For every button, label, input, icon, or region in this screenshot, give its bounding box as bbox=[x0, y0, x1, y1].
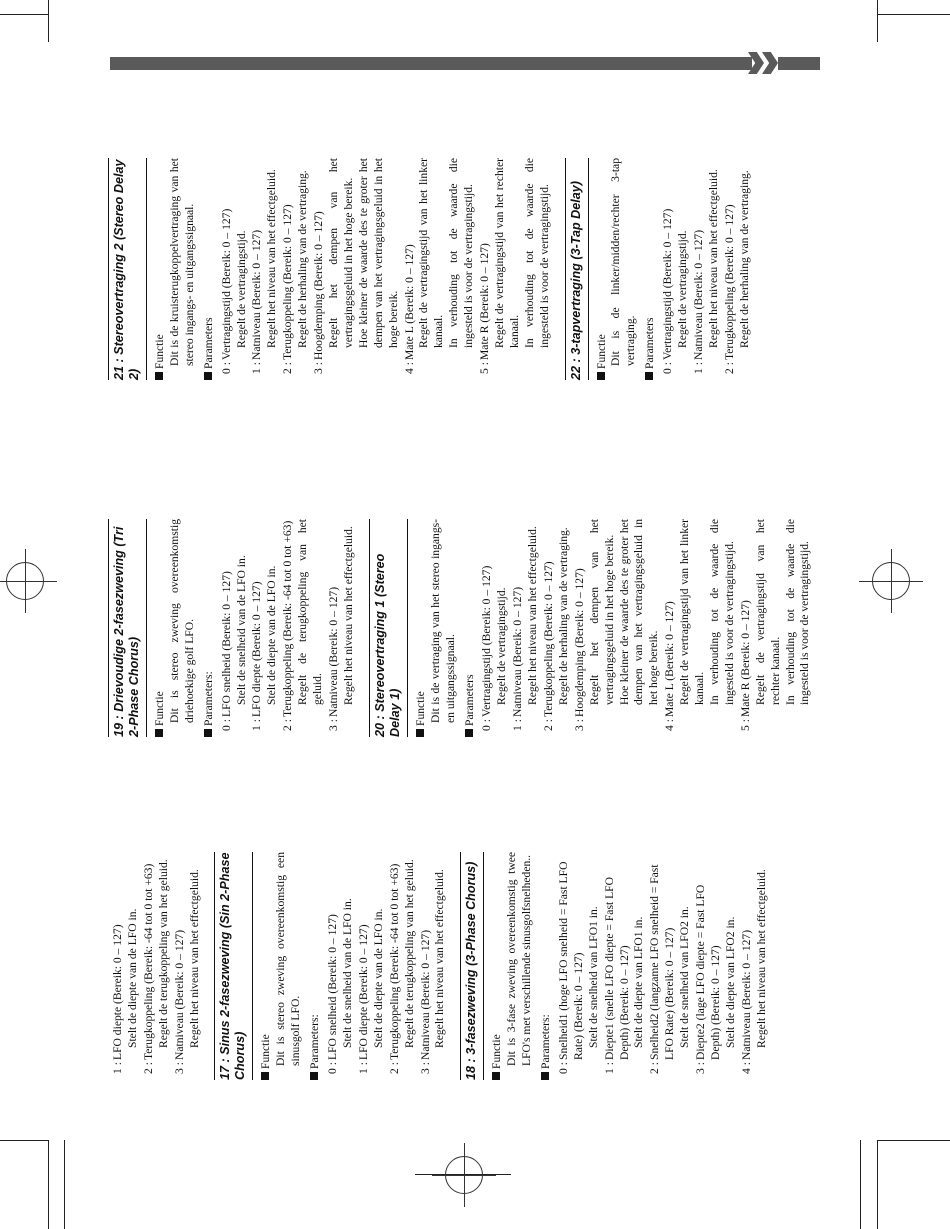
parameter-description: Regelt het dempen van het vertragingsgeluid in het hoge bereik. bbox=[326, 158, 355, 348]
parameters-label-row bbox=[463, 519, 478, 737]
parameter-item bbox=[173, 852, 203, 1080]
parameter-description: In verhouding tot de waarde die ingesteld is voor de vertragingstijd. bbox=[447, 158, 476, 348]
parameters-section bbox=[202, 158, 553, 380]
parameter-description: Regelt de vertragingstijd van het rechter kanaal. bbox=[753, 519, 782, 705]
function-section bbox=[490, 852, 535, 1080]
function-section bbox=[153, 519, 198, 737]
parameter-description: Stelt de snelheid van LFO1 in. bbox=[586, 906, 600, 1048]
parameter-body bbox=[111, 852, 141, 1060]
parameter-name: Diepte2 (lage LFO diepte = Fast LFO Depth) (Bereik: 0 – 127) bbox=[694, 884, 722, 1060]
square-bullet-icon bbox=[204, 729, 212, 737]
function-label-row bbox=[259, 852, 274, 1080]
square-bullet-icon bbox=[541, 1072, 549, 1080]
crop-mark bbox=[415, 1174, 511, 1175]
parameter-name: Natniveau (Bereik: 0 – 127) bbox=[511, 586, 525, 717]
square-bullet-icon bbox=[204, 372, 212, 380]
parameter-name: Natniveau (Bereik: 0 – 127) bbox=[172, 929, 186, 1060]
parameters-label: Parameters: bbox=[201, 671, 215, 726]
parameter-name: LFO snelheid (Bereik: 0 – 127) bbox=[326, 914, 340, 1060]
function-description: Dit is de linker/midden/rechter 3-tap vertraging. bbox=[609, 158, 638, 366]
crop-mark bbox=[48, 1140, 49, 1229]
section-heading: 18 : 3-fasezweving (3-Phase Chorus) bbox=[460, 852, 484, 1080]
parameter-description: Regelt het niveau van het effectgeluid. bbox=[706, 169, 720, 348]
parameter-number: 2 : bbox=[648, 1062, 662, 1074]
parameter-description: Regelt de herhaling van de vertraging. bbox=[296, 170, 310, 348]
parameter-name: Snelheid1 (hoge LFO snelheid = Fast LFO Rate) (Bereik: 0 – 127) bbox=[556, 861, 585, 1060]
parameter-number: 3 : bbox=[172, 1062, 186, 1074]
chevron-right-icon bbox=[762, 52, 778, 74]
parameter-name: Mate L (Bereik: 0 – 127) bbox=[402, 244, 416, 360]
crop-mark bbox=[0, 1140, 48, 1141]
parameter-list bbox=[661, 158, 752, 380]
parameter-name: LFO diepte (Bereik: 0 – 127) bbox=[250, 581, 264, 717]
parameter-description: Regelt het niveau van het effectgeluid. bbox=[433, 869, 447, 1048]
parameter-item bbox=[388, 852, 418, 1080]
parameter-item bbox=[740, 852, 770, 1080]
parameter-description: Regelt het niveau van het effectgeluid. bbox=[187, 869, 201, 1048]
parameter-body bbox=[403, 158, 478, 360]
crop-mark bbox=[877, 1140, 878, 1229]
parameter-name: Terugkoppeling (Bereik: -64 tot 0 tot +63) bbox=[141, 863, 155, 1060]
parameter-description: Regelt de vertragingstijd. bbox=[495, 587, 509, 705]
parameter-name: Terugkoppeling (Bereik: 0 – 127) bbox=[281, 204, 295, 360]
parameter-item bbox=[573, 519, 662, 737]
parameter-body bbox=[723, 158, 753, 360]
parameter-description: Stelt de diepte van LFO2 in. bbox=[723, 916, 737, 1048]
crop-mark bbox=[0, 14, 48, 15]
text-column-1 bbox=[108, 852, 768, 1080]
parameter-name: Natniveau (Bereik: 0 – 127) bbox=[326, 586, 340, 717]
parameter-number: 2 : bbox=[281, 362, 295, 374]
parameter-body bbox=[173, 852, 203, 1060]
function-section bbox=[153, 158, 198, 380]
parameter-description: Regelt de vertragingstijd van het rechter kanaal. bbox=[492, 158, 521, 348]
parameter-description: Stelt de diepte van de LFO in. bbox=[125, 908, 139, 1048]
parameter-body bbox=[419, 852, 449, 1060]
parameter-description: Regelt het niveau van het effectgeluid. bbox=[341, 526, 355, 705]
function-description: Dit is stereo zweving overeenkomstig een sinusgolf LFO. bbox=[274, 852, 303, 1066]
parameter-description: Regelt het niveau van het effectgeluid. bbox=[265, 169, 279, 348]
parameter-body bbox=[480, 519, 510, 717]
header-bar-end bbox=[778, 57, 820, 70]
section-heading: 19 : Drievoudige 2-fasezweving (Tri 2-Phase Chorus) bbox=[108, 519, 147, 737]
parameter-description: Regelt de vertragingstijd. bbox=[234, 230, 248, 348]
parameter-name: Mate L (Bereik: 0 – 127) bbox=[663, 601, 677, 717]
parameters-label-row bbox=[202, 158, 217, 380]
function-label: Functie bbox=[594, 334, 608, 369]
parameter-number: 1 : bbox=[111, 1062, 124, 1074]
parameters-label: Parameters bbox=[643, 317, 657, 369]
parameter-number: 0 : bbox=[219, 362, 233, 374]
parameter-name: Mate R (Bereik: 0 – 127) bbox=[478, 243, 492, 360]
parameter-description: Regelt de terugkoppeling van het geluid. bbox=[296, 519, 325, 705]
parameter-number: 0 : bbox=[556, 1062, 570, 1074]
text-column-3 bbox=[108, 158, 751, 380]
parameter-item bbox=[692, 158, 722, 380]
parameter-number: 3 : bbox=[572, 719, 586, 731]
section-heading: 20 : Stereovertraging 1 (Stereo Delay 1) bbox=[369, 519, 408, 737]
square-bullet-icon bbox=[597, 372, 605, 380]
parameter-item bbox=[419, 852, 449, 1080]
parameter-description: Regelt het niveau van het effectgeluid. bbox=[754, 869, 768, 1048]
parameter-body bbox=[281, 158, 311, 360]
crop-mark bbox=[860, 1140, 861, 1229]
parameter-name: Terugkoppeling (Bereik: 0 – 127) bbox=[542, 561, 556, 717]
section-heading: 17 : Sinus 2-fasezweving (Sin 2-Phase Chorus) bbox=[214, 852, 253, 1080]
parameter-description: Regelt de terugkoppeling van het geluid. bbox=[156, 859, 170, 1048]
parameter-number: 4 : bbox=[739, 1062, 753, 1074]
parameter-number: 2 : bbox=[542, 719, 556, 731]
function-label: Functie bbox=[490, 1034, 504, 1069]
parameter-number: 0 : bbox=[480, 719, 494, 731]
parameter-body bbox=[573, 519, 662, 717]
parameter-item bbox=[327, 519, 357, 737]
parameter-list bbox=[557, 852, 770, 1080]
parameter-item bbox=[478, 158, 553, 380]
function-label: Functie bbox=[153, 691, 166, 726]
parameter-body bbox=[542, 519, 572, 717]
parameter-body bbox=[557, 852, 602, 1060]
parameter-description: Regelt het niveau van het effectgeluid. bbox=[526, 526, 540, 705]
parameter-body bbox=[388, 852, 418, 1060]
parameters-section bbox=[202, 519, 357, 737]
parameter-item bbox=[542, 519, 572, 737]
crop-mark bbox=[877, 0, 878, 42]
function-label-row bbox=[490, 852, 505, 1080]
parameter-name: Natniveau (Bereik: 0 – 127) bbox=[692, 229, 705, 360]
parameter-list bbox=[111, 852, 202, 1080]
parameter-item bbox=[142, 852, 172, 1080]
parameter-item bbox=[220, 519, 250, 737]
parameter-description: Regelt het dempen van het vertragingsgeluid in het hoge bereik. bbox=[587, 519, 616, 705]
parameter-number: 1 : bbox=[511, 719, 525, 731]
parameter-name: Terugkoppeling (Bereik: -64 tot 0 tot +63) bbox=[281, 520, 295, 717]
parameter-body bbox=[326, 852, 356, 1060]
parameters-section bbox=[539, 852, 770, 1080]
parameter-body bbox=[250, 519, 280, 717]
parameter-list bbox=[220, 519, 357, 737]
parameter-number: 0 : bbox=[326, 1062, 340, 1074]
parameter-body bbox=[740, 852, 770, 1060]
parameter-body bbox=[739, 519, 814, 717]
parameter-name: Natniveau (Bereik: 0 – 127) bbox=[250, 229, 264, 360]
parameter-item bbox=[694, 852, 739, 1080]
parameter-name: LFO diepte (Bereik: 0 – 127) bbox=[111, 924, 124, 1060]
parameter-number: 2 : bbox=[281, 719, 295, 731]
function-label-row bbox=[414, 519, 429, 737]
function-label-row bbox=[153, 158, 168, 380]
parameter-description: Stelt de diepte van de LFO in. bbox=[371, 908, 385, 1048]
registration-target-icon bbox=[445, 1156, 483, 1194]
parameter-body bbox=[220, 519, 250, 717]
parameter-number: 2 : bbox=[722, 362, 736, 374]
parameters-label: Parameters: bbox=[308, 1014, 322, 1069]
parameter-number: 3 : bbox=[694, 1062, 708, 1074]
parameter-number: 5 : bbox=[478, 362, 492, 374]
parameter-item bbox=[250, 158, 280, 380]
parameter-item bbox=[648, 852, 693, 1080]
function-section bbox=[259, 852, 304, 1080]
parameter-name: Hoogdemping (Bereik: 0 – 127) bbox=[312, 211, 326, 360]
parameter-body bbox=[327, 519, 357, 717]
parameter-description: Regelt de herhaling van de vertraging. bbox=[556, 527, 570, 705]
parameter-name: Natniveau (Bereik: 0 – 127) bbox=[418, 929, 432, 1060]
parameter-name: LFO snelheid (Bereik: 0 – 127) bbox=[219, 571, 233, 717]
parameters-section bbox=[308, 852, 448, 1080]
parameter-item bbox=[326, 852, 356, 1080]
parameter-name: Mate R (Bereik: 0 – 127) bbox=[738, 600, 752, 717]
parameter-number: 0 : bbox=[219, 719, 233, 731]
parameter-number: 5 : bbox=[738, 719, 752, 731]
parameter-item bbox=[281, 519, 326, 737]
crop-mark bbox=[48, 0, 49, 42]
registration-target-icon bbox=[872, 562, 910, 600]
parameter-description: In verhouding tot de waarde die ingesteld is voor de vertragingstijd. bbox=[708, 519, 736, 705]
parameters-section bbox=[643, 158, 752, 380]
parameter-description: In verhouding tot de waarde die ingesteld is voor de vertragingstijd. bbox=[522, 158, 551, 348]
parameter-number: 0 : bbox=[661, 362, 675, 374]
parameter-item bbox=[220, 158, 250, 380]
function-description: Dit is stereo zweving overeenkomstig driehoekige golf LFO. bbox=[167, 519, 196, 723]
parameters-label-row bbox=[539, 852, 554, 1080]
parameter-item bbox=[511, 519, 541, 737]
crop-mark bbox=[877, 14, 950, 15]
parameters-label-row bbox=[308, 852, 323, 1080]
parameter-description: Regelt de vertragingstijd van het linker kanaal. bbox=[417, 158, 446, 348]
parameter-description: Hoe kleiner de waarde des te groter het dempen van het vertragingsgeluid in het hoge bereik. bbox=[617, 519, 661, 705]
parameter-item bbox=[739, 519, 814, 737]
parameters-label-row bbox=[643, 158, 658, 380]
parameters-section bbox=[463, 519, 814, 737]
section-heading: 21 : Stereovertraging 2 (Stereo Delay 2) bbox=[108, 158, 147, 380]
function-section bbox=[595, 158, 640, 380]
function-section bbox=[414, 519, 459, 737]
parameter-name: Diepte1 (snelle LFO diepte = Fast LFO Depth) (Bereik: 0 – 127) bbox=[602, 877, 631, 1060]
parameter-name: Terugkoppeling (Bereik: 0 – 127) bbox=[722, 204, 736, 360]
parameter-number: 1 : bbox=[250, 362, 264, 374]
square-bullet-icon bbox=[310, 1072, 318, 1080]
parameter-number: 3 : bbox=[418, 1062, 432, 1074]
parameter-item bbox=[312, 158, 401, 380]
function-label: Functie bbox=[153, 334, 166, 369]
crop-mark bbox=[877, 1140, 950, 1141]
parameter-body bbox=[603, 852, 648, 1060]
parameter-number: 4 : bbox=[663, 719, 677, 731]
parameter-name: Vertragingstijd (Bereik: 0 – 127) bbox=[661, 208, 675, 360]
parameter-description: Stelt de snelheid van de LFO in. bbox=[340, 898, 354, 1048]
parameter-description: Hoe kleiner de waarde des te groter het dempen van het vertragingsgeluid in het hoge bereik. bbox=[356, 158, 400, 348]
parameter-item bbox=[723, 158, 753, 380]
parameter-body bbox=[142, 852, 172, 1060]
parameter-description: Stelt de diepte van LFO1 in. bbox=[632, 916, 646, 1048]
parameter-body bbox=[648, 852, 693, 1060]
crop-mark bbox=[64, 1140, 65, 1229]
function-description: Dit is 3-fase zweving overeenkomstig twee LFO's met verschillende sinusgolfsnelheden.. bbox=[505, 852, 534, 1066]
function-label-row bbox=[595, 158, 610, 380]
parameter-number: 4 : bbox=[402, 362, 416, 374]
parameters-label: Parameters bbox=[462, 674, 476, 726]
parameter-item bbox=[480, 519, 510, 737]
parameter-item bbox=[661, 158, 691, 380]
parameter-item bbox=[603, 852, 648, 1080]
parameter-number: 3 : bbox=[326, 719, 340, 731]
function-description: Dit is de kruisterugkoppelvertraging van het stereo ingangs- en uitgangssignaal. bbox=[167, 158, 196, 366]
parameter-body bbox=[511, 519, 541, 717]
parameters-label: Parameters bbox=[201, 317, 215, 369]
parameter-name: Terugkoppeling (Bereik: -64 tot 0 tot +63) bbox=[387, 863, 401, 1060]
parameter-list bbox=[220, 158, 553, 380]
parameter-item bbox=[403, 158, 478, 380]
parameter-description: Stelt de snelheid van LFO2 in. bbox=[678, 906, 692, 1048]
parameter-body bbox=[281, 519, 326, 717]
square-bullet-icon bbox=[416, 729, 424, 737]
parameter-body bbox=[694, 852, 739, 1060]
function-label: Functie bbox=[259, 1034, 273, 1069]
square-bullet-icon bbox=[465, 729, 473, 737]
parameter-list bbox=[480, 519, 813, 737]
square-bullet-icon bbox=[155, 372, 163, 380]
parameter-description: Regelt de vertragingstijd van het linker kanaal. bbox=[678, 519, 707, 705]
parameter-description: Regelt de herhaling van de vertraging. bbox=[737, 170, 751, 348]
parameter-number: 1 : bbox=[602, 1062, 616, 1074]
parameter-body bbox=[250, 158, 280, 360]
parameter-item bbox=[281, 158, 311, 380]
parameter-name: Snelheid2 (langzame LFO snelheid = Fast LFO Rate) (Bereik: 0 – 127) bbox=[648, 864, 677, 1060]
text-column-2 bbox=[108, 519, 812, 737]
parameter-item bbox=[111, 852, 141, 1080]
parameter-item bbox=[663, 519, 738, 737]
parameter-description: Stelt de snelheid van de LFO in. bbox=[234, 555, 248, 705]
square-bullet-icon bbox=[645, 372, 653, 380]
square-bullet-icon bbox=[261, 1072, 269, 1080]
parameter-name: Vertragingstijd (Bereik: 0 – 127) bbox=[480, 565, 494, 717]
parameter-body bbox=[692, 158, 722, 360]
square-bullet-icon bbox=[492, 1072, 500, 1080]
function-description: Dit is de vertraging van het stereo ingangs- en uitgangssignaal. bbox=[428, 519, 457, 723]
parameter-number: 1 : bbox=[692, 362, 705, 374]
parameter-description: Regelt de terugkoppeling van het geluid. bbox=[402, 859, 416, 1048]
square-bullet-icon bbox=[155, 729, 163, 737]
parameter-number: 3 : bbox=[312, 362, 326, 374]
parameter-list bbox=[326, 852, 448, 1080]
parameter-description: Regelt de vertragingstijd. bbox=[676, 230, 690, 348]
parameter-number: 1 : bbox=[250, 719, 264, 731]
parameter-name: LFO diepte (Bereik: 0 – 127) bbox=[356, 924, 370, 1060]
function-label-row bbox=[153, 519, 168, 737]
parameter-number: 1 : bbox=[356, 1062, 370, 1074]
parameter-name: Natniveau (Bereik: 0 – 127) bbox=[739, 929, 753, 1060]
parameter-number: 2 : bbox=[387, 1062, 401, 1074]
parameter-body bbox=[663, 519, 738, 717]
parameter-name: Hoogdemping (Bereik: 0 – 127) bbox=[572, 568, 586, 717]
parameter-item bbox=[357, 852, 387, 1080]
parameter-item bbox=[250, 519, 280, 737]
parameter-body bbox=[220, 158, 250, 360]
parameter-body bbox=[478, 158, 553, 360]
parameter-description: In verhouding tot de waarde die ingesteld is voor de vertragingstijd. bbox=[783, 519, 812, 705]
parameter-body bbox=[312, 158, 401, 360]
function-label: Functie bbox=[413, 691, 427, 726]
parameter-body bbox=[661, 158, 691, 360]
parameters-label-row bbox=[202, 519, 217, 737]
section-heading: 22 : 3-tapvertraging (3-Tap Delay) bbox=[565, 158, 589, 380]
registration-target-icon bbox=[6, 562, 44, 600]
parameter-name: Vertragingstijd (Bereik: 0 – 127) bbox=[219, 208, 233, 360]
parameters-label: Parameters: bbox=[539, 1014, 553, 1069]
parameter-body bbox=[357, 852, 387, 1060]
parameter-description: Stelt de diepte van de LFO in. bbox=[265, 565, 279, 705]
page-content bbox=[108, 0, 812, 1080]
parameter-item bbox=[557, 852, 602, 1080]
parameter-number: 2 : bbox=[141, 1062, 155, 1074]
